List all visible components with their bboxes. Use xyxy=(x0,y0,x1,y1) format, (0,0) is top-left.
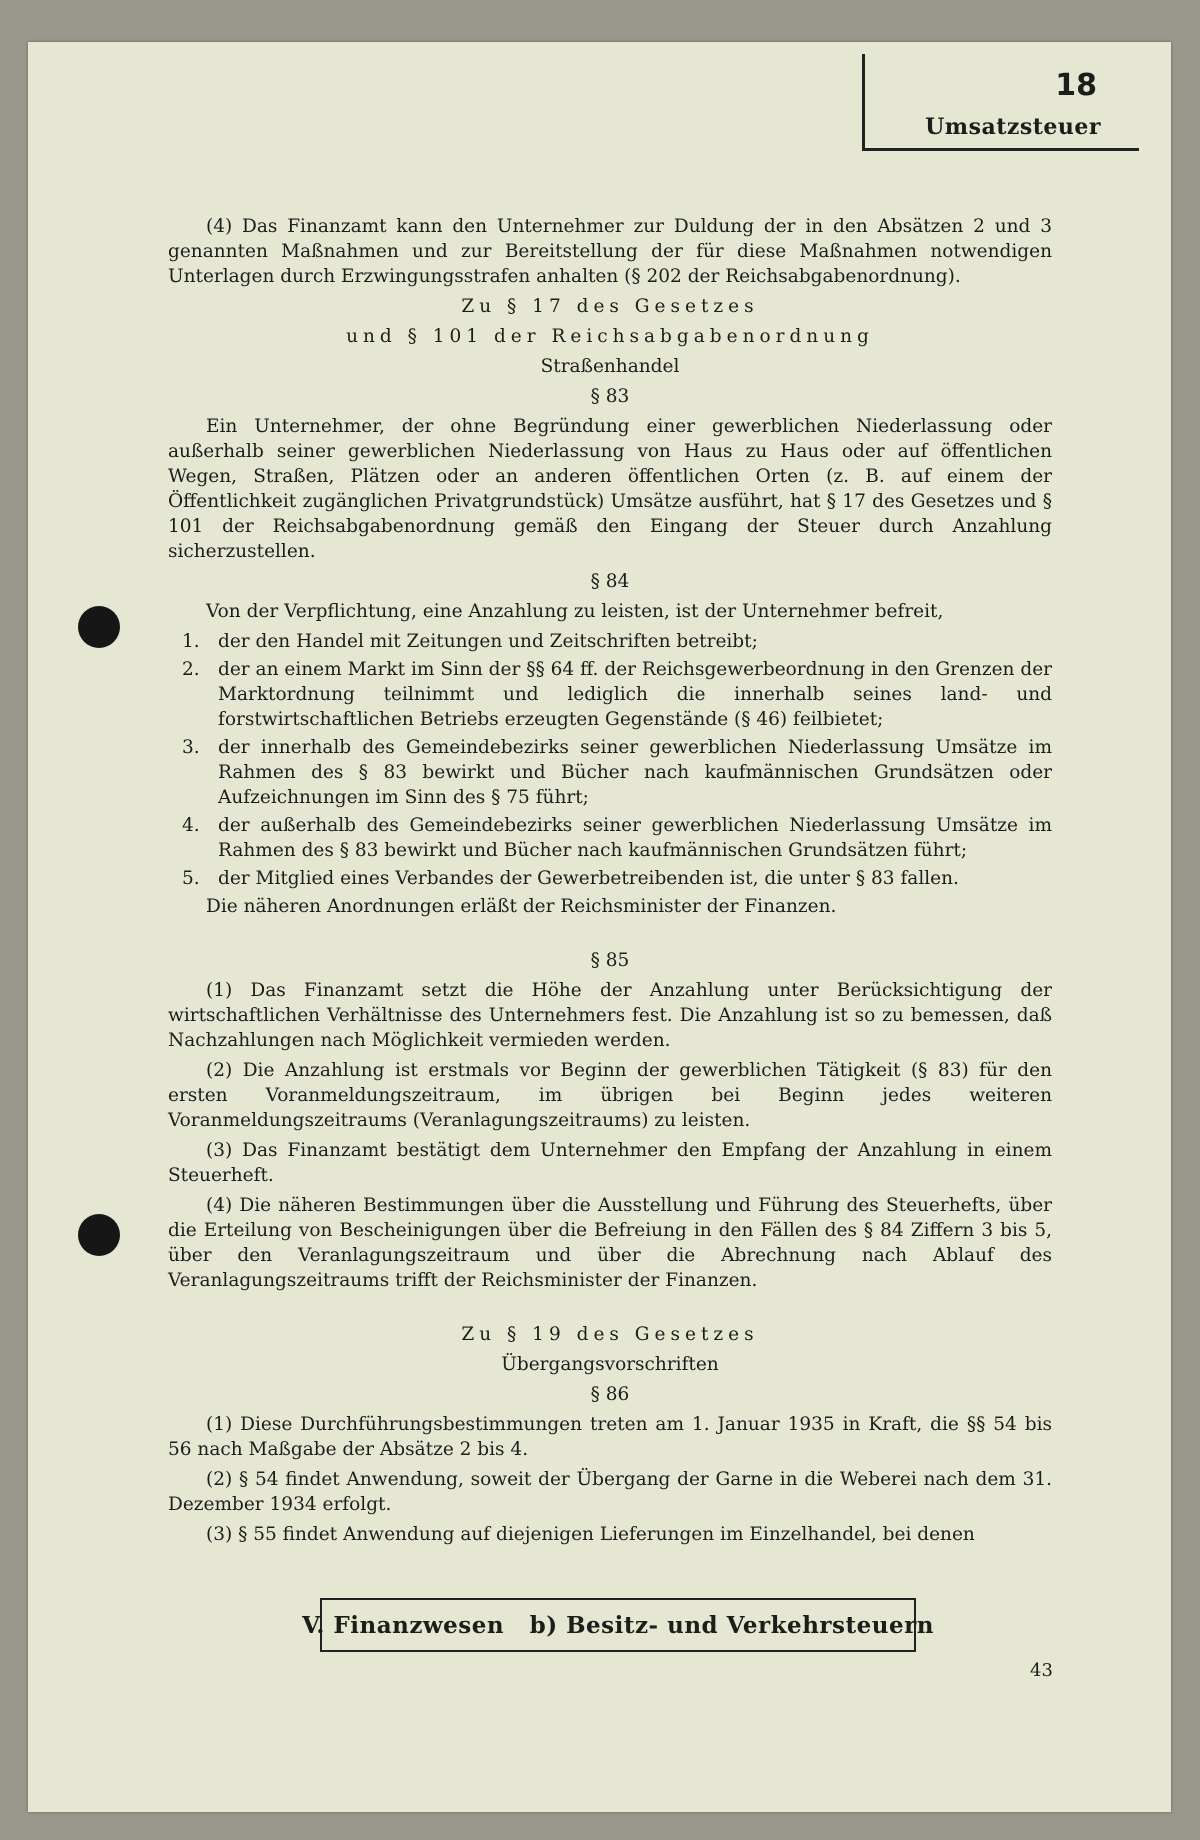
par85-para2: (2) Die Anzahlung ist erstmals vor Beginn der gewerblichen Tätigkeit (§ 83) für den ersten Voranmeldungszeitraum, im übrigen bei Beginn jedes weiteren Voranmeldungszeitraums (Veranlagungszeitraums) zu leisten. xyxy=(168,1060,1052,1131)
par83-heading: § 83 xyxy=(590,386,630,407)
par84-intro: Von der Verpflichtung, eine Anzahlung zu leisten, ist der Unternehmer befreit, xyxy=(206,601,944,622)
intro-paragraph: (4) Das Finanzamt kann den Unternehmer zur Duldung der in den Absätzen 2 und 3 genannten Maßnahmen und zur Bereitstellung der für diese Maßnahmen notwendigen Unterlagen durch Erzwingungsstrafen anhalten (§ 202 der Reichsabgabenordnung). xyxy=(168,216,1052,287)
par84-list xyxy=(168,629,1052,891)
par85-para3: (3) Das Finanzamt bestätigt dem Unternehmer den Empfang der Anzahlung in einem Steuerheft. xyxy=(168,1140,1052,1186)
par86-para1: (1) Diese Durchführungsbestimmungen treten am 1. Januar 1935 in Kraft, die §§ 54 bis 56 nach Maßgabe der Absätze 2 bis 4. xyxy=(168,1414,1052,1460)
par86-para2: (2) § 54 findet Anwendung, soweit der Übergang der Garne in die Weberei nach dem 31. Dezember 1934 erfolgt. xyxy=(168,1469,1052,1515)
par85-heading: § 85 xyxy=(590,950,630,971)
list-item: 3. der innerhalb des Gemeindebezirks seiner gewerblichen Niederlassung Umsätze im Rahmen des § 83 bewirkt und Bücher nach kaufmännischen Grundsätzen oder Aufzeichnungen im Sinn des § 75 führt; xyxy=(182,737,1052,808)
header-box xyxy=(862,54,1139,151)
section17-subtitle: Straßenhandel xyxy=(540,356,680,377)
section17-title-line2: und § 101 der Reichsabgabenordnung xyxy=(346,326,874,347)
par85-para4: (4) Die näheren Bestimmungen über die Ausstellung und Führung des Steuerhefts, über die Erteilung von Bescheinigungen über die Befreiung in den Fällen des § 84 Ziffern 3 bis 5, über den Veranlagungszeitraum und über die Abrechnung nach Ablauf des Veranlagungszeitraums trifft der Reichsminister der Finanzen. xyxy=(168,1195,1052,1291)
par86-heading: § 86 xyxy=(590,1384,630,1405)
section17-title-line1: Zu § 17 des Gesetzes xyxy=(461,296,759,317)
header-number: 18 xyxy=(1055,68,1097,103)
par86-para3: (3) § 55 findet Anwendung auf diejenigen Lieferungen im Einzelhandel, bei denen xyxy=(206,1524,975,1545)
list-item: 5. der Mitglied eines Verbandes der Gewerbetreibenden ist, die unter § 83 fallen. xyxy=(182,868,959,889)
header-subtitle: Umsatzsteuer xyxy=(925,114,1101,140)
list-item: 1. der den Handel mit Zeitungen und Zeitschriften betreibt; xyxy=(182,631,758,652)
document-page xyxy=(28,42,1171,1812)
par84-heading: § 84 xyxy=(590,571,630,592)
section19-title: Zu § 19 des Gesetzes xyxy=(461,1324,759,1345)
document-body xyxy=(168,214,1052,1552)
footer-label-text: V. Finanzwesen b) Besitz- und Verkehrsteuern xyxy=(302,1611,934,1639)
page-number: 43 xyxy=(1030,1660,1053,1681)
footer-section-label xyxy=(302,1598,934,1652)
section19-subtitle: Übergangsvorschriften xyxy=(501,1354,719,1375)
par83-text: Ein Unternehmer, der ohne Begründung einer gewerblichen Niederlassung oder außerhalb seiner gewerblichen Niederlassung von Haus zu Haus oder auf öffentlichen Wegen, Straßen, Plätzen oder an anderen öffentlichen Orten (z. B. auf einem der Öffentlichkeit zugänglichen Privatgrundstück) Umsätze ausführt, hat § 17 des Gesetzes und § 101 der Reichsabgabenordnung gemäß den Eingang der Steuer durch Anzahlung sicherzustellen. xyxy=(168,416,1052,562)
list-item: 2. der an einem Markt im Sinn der §§ 64 ff. der Reichsgewerbeordnung in den Grenzen der Marktordnung teilnimmt und lediglich die innerhalb seines land- und forstwirtschaftlichen Betriebs erzeugten Gegenstände (§ 46) feilbietet; xyxy=(182,659,1052,730)
punch-hole-top xyxy=(78,606,120,648)
list-item: 4. der außerhalb des Gemeindebezirks seiner gewerblichen Niederlassung Umsätze im Rahmen des § 83 bewirkt und Bücher nach kaufmännischen Grundsätzen führt; xyxy=(182,815,1052,861)
par85-para1: (1) Das Finanzamt setzt die Höhe der Anzahlung unter Berücksichtigung der wirtschaftlichen Verhältnisse des Unternehmers fest. Die Anzahlung ist so zu bemessen, daß Nachzahlungen nach Möglichkeit vermieden werden. xyxy=(168,980,1052,1051)
par84-closing: Die näheren Anordnungen erläßt der Reichsminister der Finanzen. xyxy=(206,896,837,917)
punch-hole-bottom xyxy=(78,1214,120,1256)
